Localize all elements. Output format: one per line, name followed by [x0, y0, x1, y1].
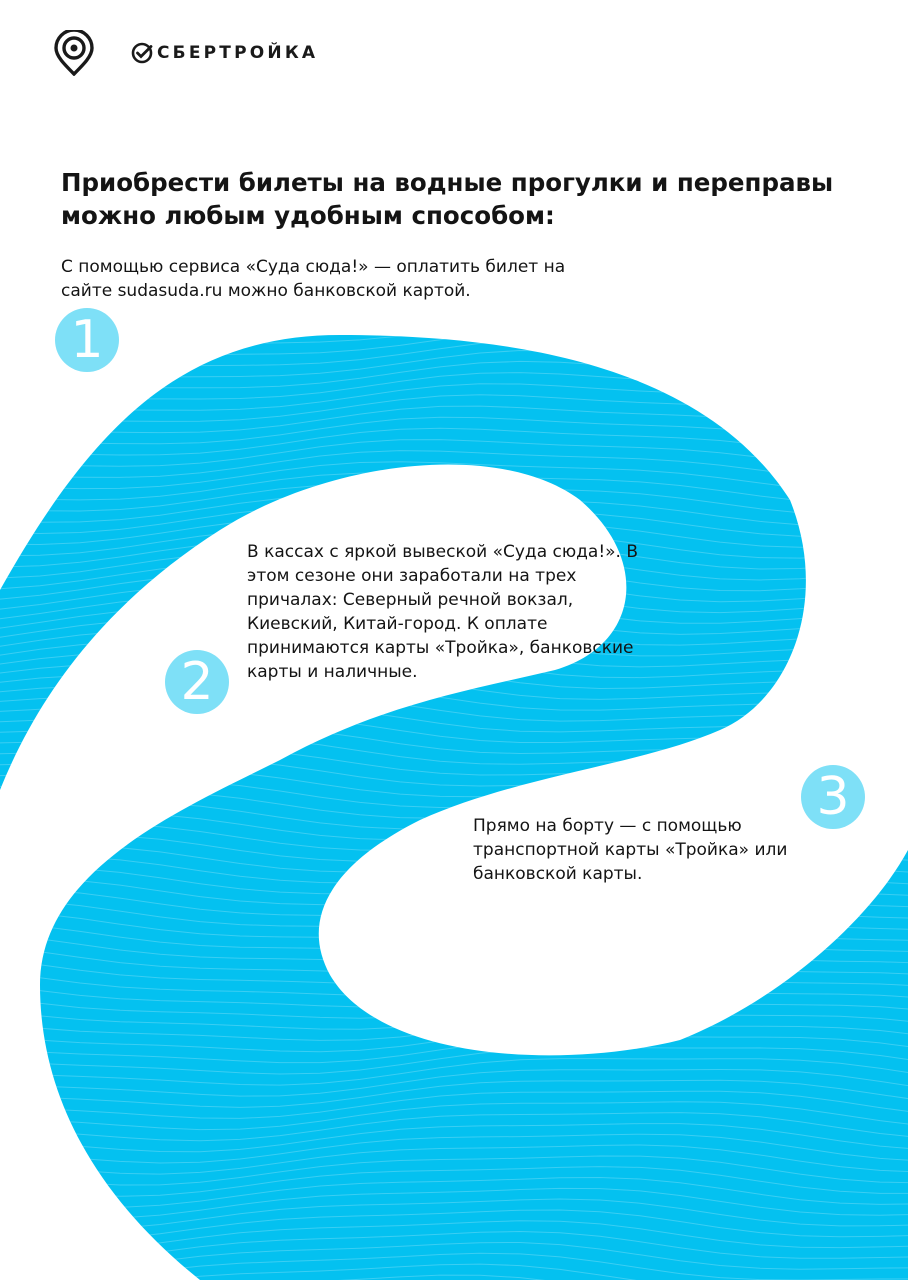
step-3-badge: 3	[801, 765, 865, 829]
step-3-text: Прямо на борту — с помощью транспортной карты «Тройка» или банковской карты.	[473, 816, 788, 884]
page-title: Приобрести билеты на водные прогулки и переправы можно любым удобным способом:	[61, 168, 834, 230]
step-1-text: С помощью сервиса «Суда сюда!» — оплатить билет на сайте sudasuda.ru можно банковской картой.	[61, 257, 566, 301]
step-1-badge: 1	[55, 308, 119, 372]
step-2-text: В кассах с яркой вывеской «Суда сюда!». В этом сезоне они заработали на трех причалах: Северный речной вокзал, Киевский, Китай-город. К оплате принимаются карты «Тройка», банковские карты и наличные.	[247, 542, 639, 682]
sber-check-logo-icon	[131, 42, 153, 64]
step-2-badge: 2	[165, 650, 229, 714]
metro-pin-logo-icon	[54, 30, 94, 76]
sber-troika-logo	[131, 41, 318, 65]
wave-line	[0, 306, 908, 335]
sbertroika-wordmark: СБЕРТРОЙКА	[157, 43, 319, 63]
